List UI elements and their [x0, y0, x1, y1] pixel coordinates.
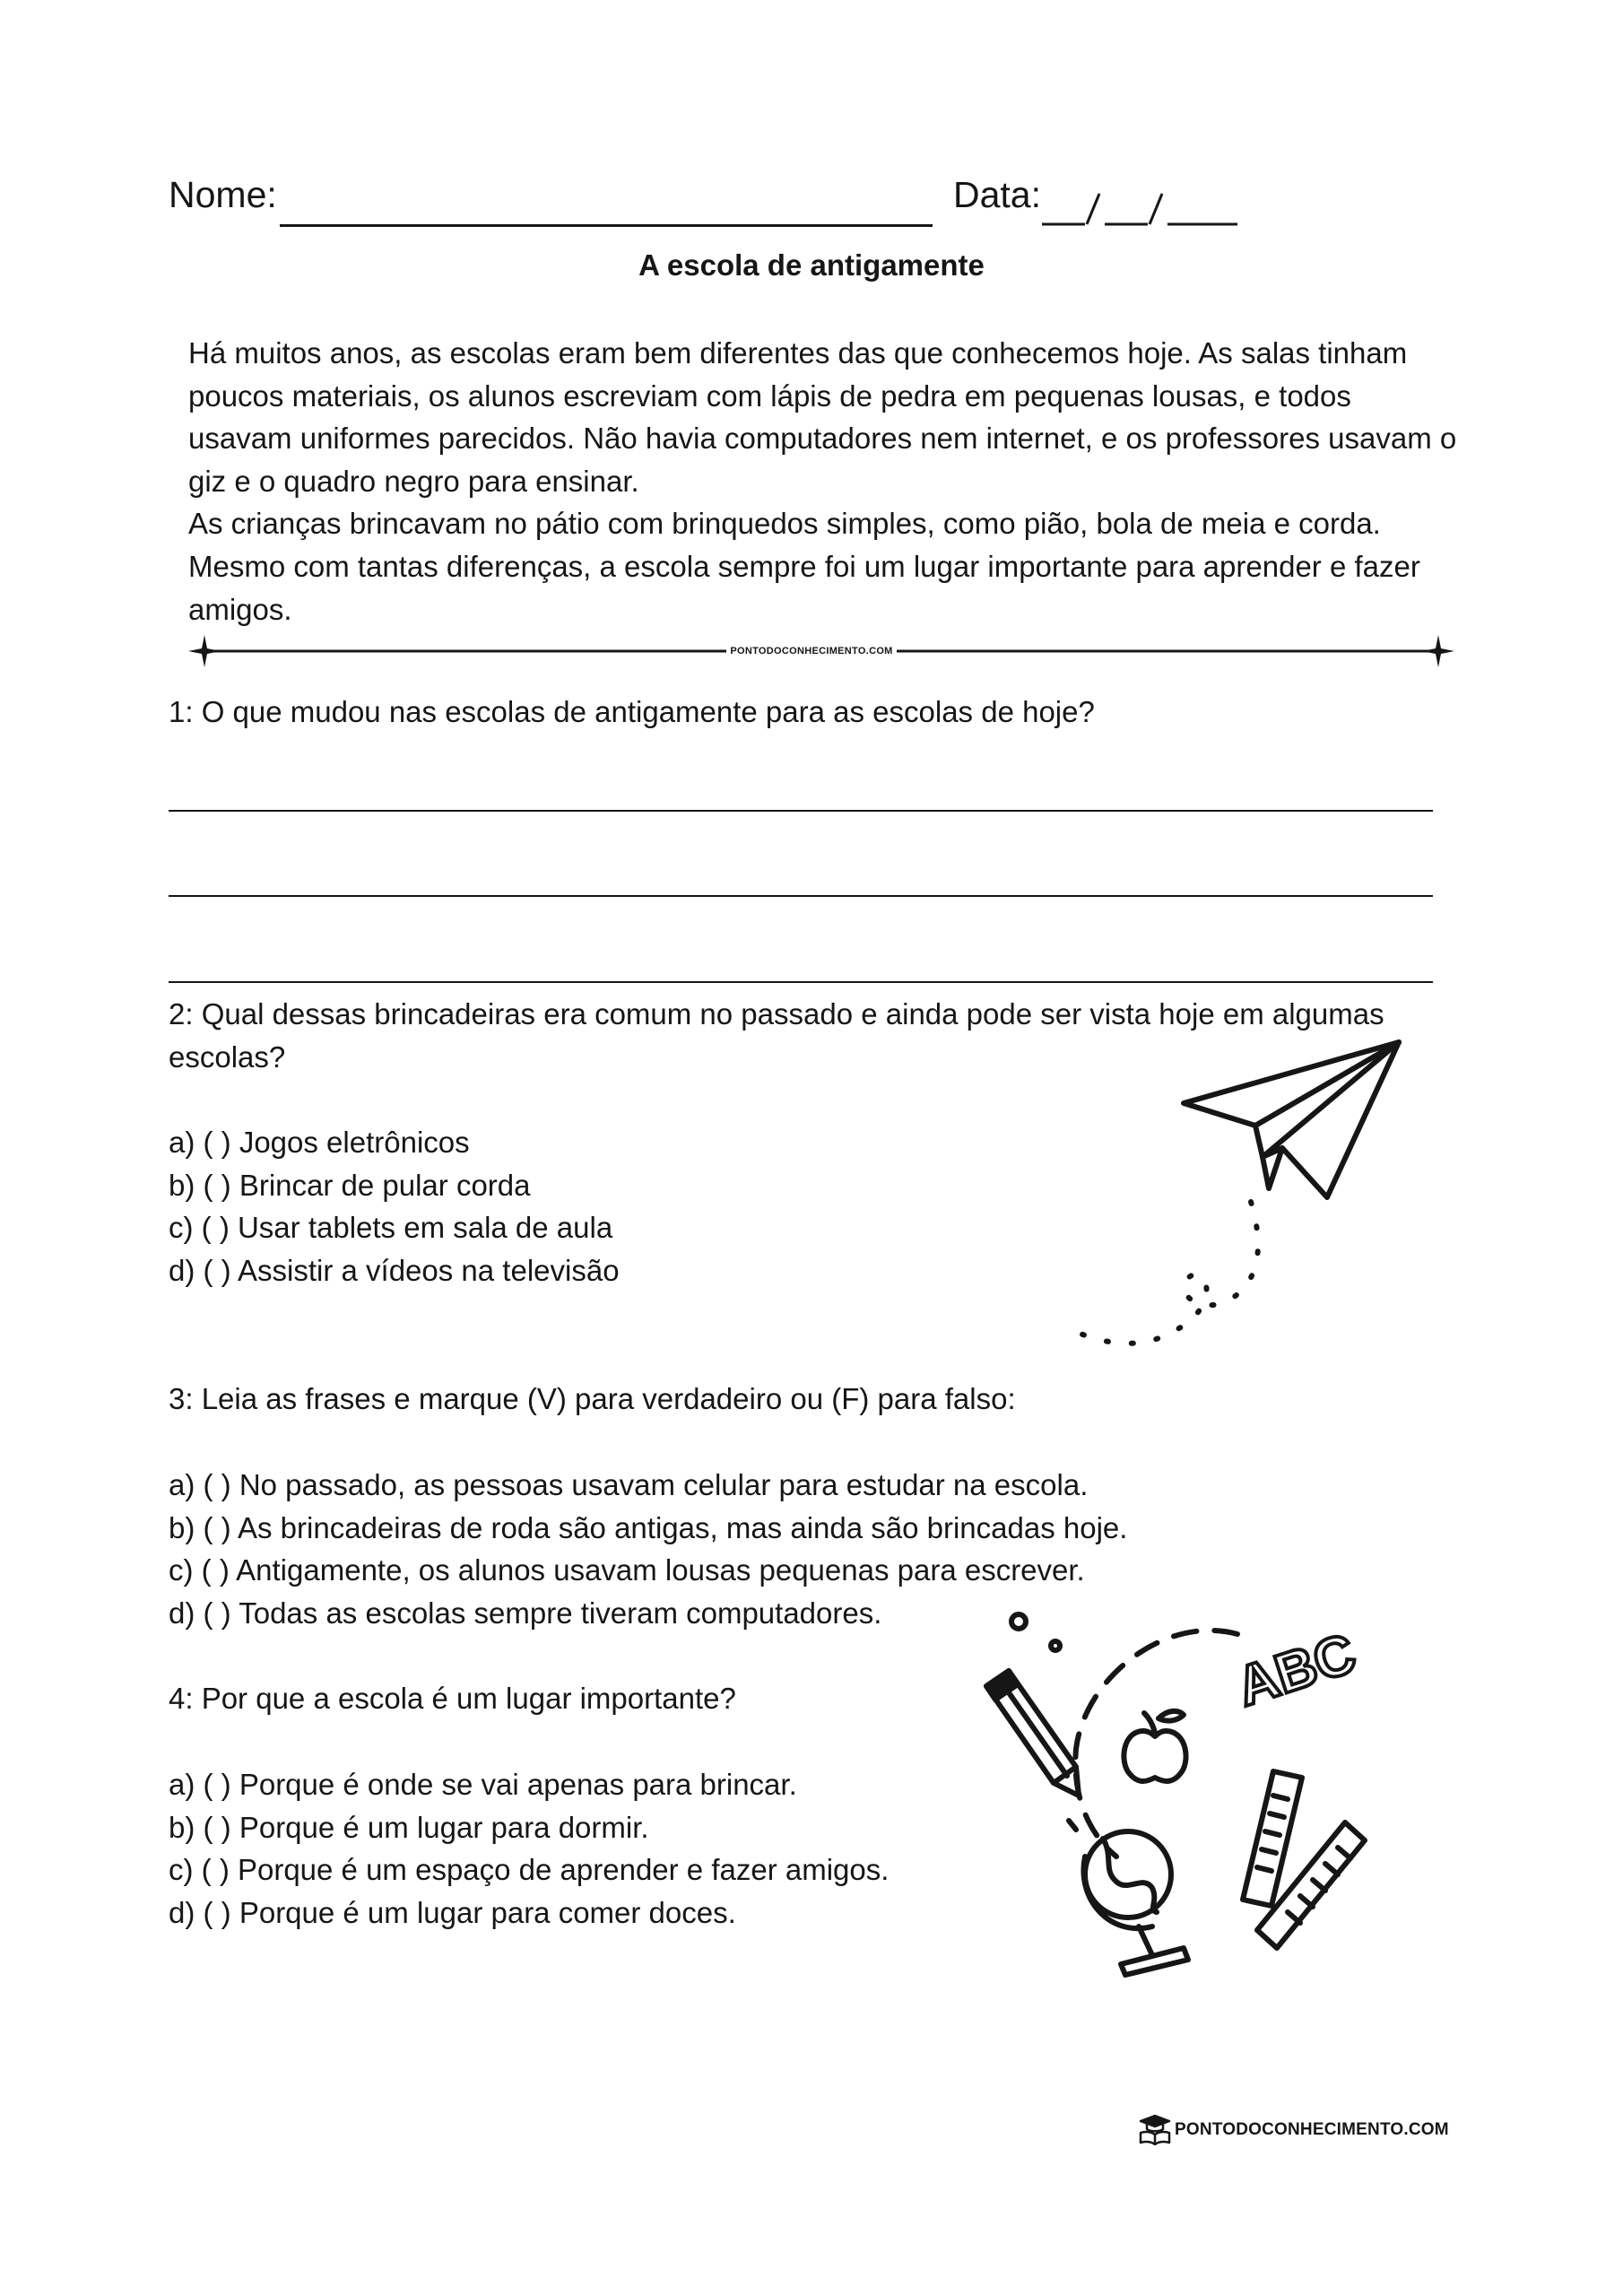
dashed-arc [1075, 1631, 1237, 1857]
option-b[interactable]: b) ( ) As brincadeiras de roda são antigas, mas ainda são brincadas hoje. [169, 1510, 1128, 1544]
pencil-icon [986, 1671, 1079, 1796]
bubble-icon [1051, 1641, 1060, 1650]
option-a[interactable]: a) ( ) Jogos eletrônicos [169, 1126, 470, 1159]
answer-line[interactable] [169, 895, 1433, 897]
option-b[interactable]: b) ( ) Brincar de pular corda [169, 1168, 531, 1202]
question-4-options [169, 1763, 889, 1934]
option-a[interactable]: a) ( ) No passado, as pessoas usavam celular para estudar na escola. [169, 1468, 1089, 1501]
option-a[interactable]: a) ( ) Porque é onde se vai apenas para brincar. [169, 1768, 797, 1801]
abc-text: ABC [1229, 1622, 1364, 1718]
name-label: Nome: [169, 174, 277, 215]
apple-icon [1124, 1711, 1185, 1781]
footer-site: PONTODOCONHECIMENTO.COM [1175, 2120, 1449, 2139]
graduation-book-icon [1137, 2113, 1173, 2145]
option-d[interactable]: d) ( ) Todas as escolas sempre tiveram computadores. [169, 1596, 882, 1630]
question-2: 2: Qual dessas brincadeiras era comum no passado e ainda pode ser vista hoje em algumas escolas? [169, 997, 1384, 1074]
option-d[interactable]: d) ( ) Porque é um lugar para comer doces. [169, 1895, 736, 1929]
option-b[interactable]: b) ( ) Porque é um lugar para dormir. [169, 1810, 649, 1844]
ruler-icon [1257, 1822, 1365, 1948]
divider-watermark: PONTODOCONHECIMENTO.COM [0, 646, 1623, 657]
school-items-illustration [968, 1596, 1381, 1991]
date-field[interactable] [1040, 179, 1246, 226]
passage-paragraph: Há muitos anos, as escolas eram bem diferentes das que conhecemos hoje. As salas tinham poucos materiais, os alunos escreviam com lápis de pedra em pequenas lousas, e todos usavam uniformes parecidos. Não havia computadores nem internet, e os professores usavam o giz e o quadro negro para ensinar. [188, 336, 1457, 498]
answer-line[interactable] [169, 981, 1433, 983]
worksheet-title: A escola de antigamente [638, 248, 985, 282]
question-1: 1: O que mudou nas escolas de antigamente para as escolas de hoje? [169, 695, 1095, 728]
question-4: 4: Por que a escola é um lugar importante? [169, 1682, 736, 1715]
answer-line[interactable] [169, 810, 1433, 812]
option-c[interactable]: c) ( ) Antigamente, os alunos usavam lousas pequenas para escrever. [169, 1553, 1085, 1587]
question-2-options [169, 1121, 620, 1292]
date-label: Data: [953, 174, 1041, 215]
question-3: 3: Leia as frases e marque (V) para verdadeiro ou (F) para falso: [169, 1382, 1016, 1415]
passage-paragraph: As crianças brincavam no pátio com brinquedos simples, como pião, bola de meia e corda. Mesmo com tantas diferenças, a escola sempre foi um lugar importante para aprender e fazer amigos. [188, 507, 1420, 626]
globe-icon [1069, 1821, 1188, 1975]
bubble-icon [1011, 1614, 1026, 1629]
reading-passage [188, 332, 1462, 631]
option-c[interactable]: c) ( ) Usar tablets em sala de aula [169, 1211, 613, 1245]
option-c[interactable]: c) ( ) Porque é um espaço de aprender e fazer amigos. [169, 1853, 890, 1887]
paper-plane-icon [1067, 1031, 1426, 1363]
name-field[interactable] [280, 224, 933, 227]
option-d[interactable]: d) ( ) Assistir a vídeos na televisão [169, 1253, 620, 1287]
